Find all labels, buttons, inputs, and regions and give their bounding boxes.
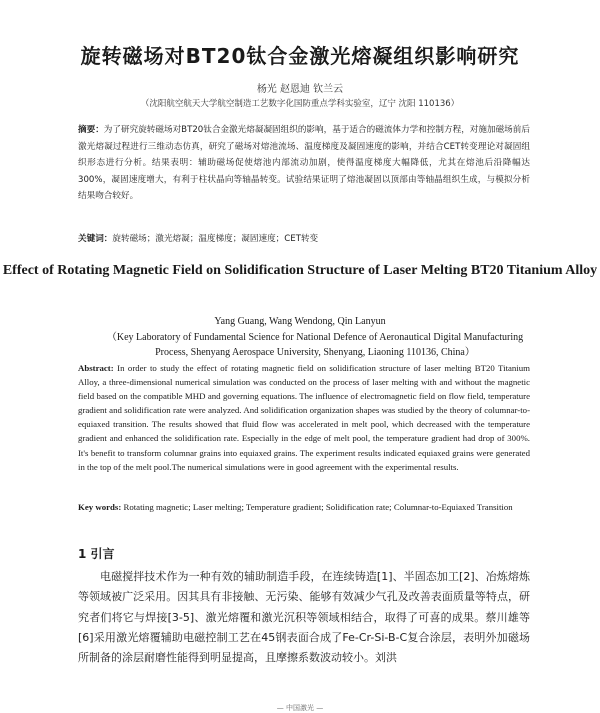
- keywords-chinese: [78, 232, 530, 244]
- page-footer: — 中国激光 —: [276, 704, 324, 712]
- authors-chinese: 杨光 赵恩迪 钦兰云: [256, 84, 344, 95]
- paper-title-english: Effect of Rotating Magnetic Field on Solidification Structure of Laser Melting BT20 Titanium Alloy: [2, 263, 598, 278]
- abstract-chinese: [78, 122, 530, 205]
- keywords-english: [78, 500, 530, 514]
- abstract-chinese-text: 为了研究旋转磁场对BT20钛合金激光熔凝凝固组织的影响，基于适合的磁流体力学和控制方程，对施加磁场前后激光熔凝过程进行三维动态仿真，研究了磁场对熔池流场、温度梯度及凝固速度的影响，并结合CET转变理论对凝固组织形态进行分析。结果表明：辅助磁场促使熔池内部流动加剧，使得温度梯度大幅降低，尤其在熔池后沿降幅达300%，凝固速度增大，有利于柱状晶向等轴晶转变。试验结果证明了熔池凝固以顶部由等轴晶组织生成，与模拟分析结果吻合较好。: [78, 125, 530, 202]
- abstract-chinese-label: 摘要：: [78, 125, 104, 135]
- authors-english: Yang Guang, Wang Wendong, Qin Lanyun: [214, 316, 386, 327]
- affiliation-english: （Key Laboratory of Fundamental Science for National Defence of Aeronautical Digital Manufacturing Process, Shenyang Aerospace University, Shenyang, Liaoning 110136, China）: [106, 332, 524, 358]
- keywords-english-label: Key words:: [78, 502, 122, 512]
- keywords-chinese-label: 关键词：: [78, 234, 113, 244]
- affiliation-chinese: （沈阳航空航天大学航空制造工艺数字化国防重点学科实验室，辽宁 沈阳 110136）: [140, 99, 460, 109]
- abstract-english: [78, 361, 530, 474]
- keywords-english-text: Rotating magnetic; Laser melting; Temperature gradient; Solidification rate; Columnar-to-Equiaxed Transition: [123, 502, 513, 512]
- introduction-paragraph: 电磁搅拌技术作为一种有效的辅助制造手段，在连续铸造[1]、半固态加工[2]、冶炼熔炼等领域被广泛采用。因其具有非接触、无污染、能够有效减少气孔及改善表面质量等特点，研究者们将它与焊接[3-5]、激光熔覆和激光沉积等领域相结合，取得了可喜的成果。蔡川雄等[6]采用激光熔覆辅助电磁控制工艺在45钢表面合成了Fe-Cr-Si-B-C复合涂层，表明外加磁场所制备的涂层耐磨性能得到明显提高，且摩擦系数波动较小。刘洪: [78, 570, 530, 665]
- abstract-english-text: In order to study the effect of rotating magnetic field on solidification structure of laser melting BT20 Titanium Alloy, a three-dimensional numerical simulation was conducted on the process of laser melting with and without the magnetic field based on the compatible MHD and governing equations. The influence of electromagnetic field on flow field, temperature gradient and solidification rate were analyzed. And solidification organization shapes was studied by the theory of columnar-to-equiaxed transition. The results showed that fluid flow was accelerated in melt pool, which decreased with the temperature gradient and enhanced the solidification rate. Especially in the edge of melt pool, the temperature gradient had drop of 300%. It's benefit to transform columnar grains into equiaxed grains. The experiment results indicated equiaxed grains were generated in the top of the melt pool.The numerical simulations were in good agreement with the experimental results.: [78, 363, 530, 472]
- paper-title-chinese: 旋转磁场对BT20钛合金激光熔凝组织影响研究: [80, 44, 520, 68]
- abstract-english-label: Abstract:: [78, 363, 114, 373]
- section-heading-introduction: 1 引言: [78, 547, 115, 561]
- keywords-chinese-text: 旋转磁场；激光熔凝；温度梯度；凝固速度；CET转变: [112, 234, 319, 244]
